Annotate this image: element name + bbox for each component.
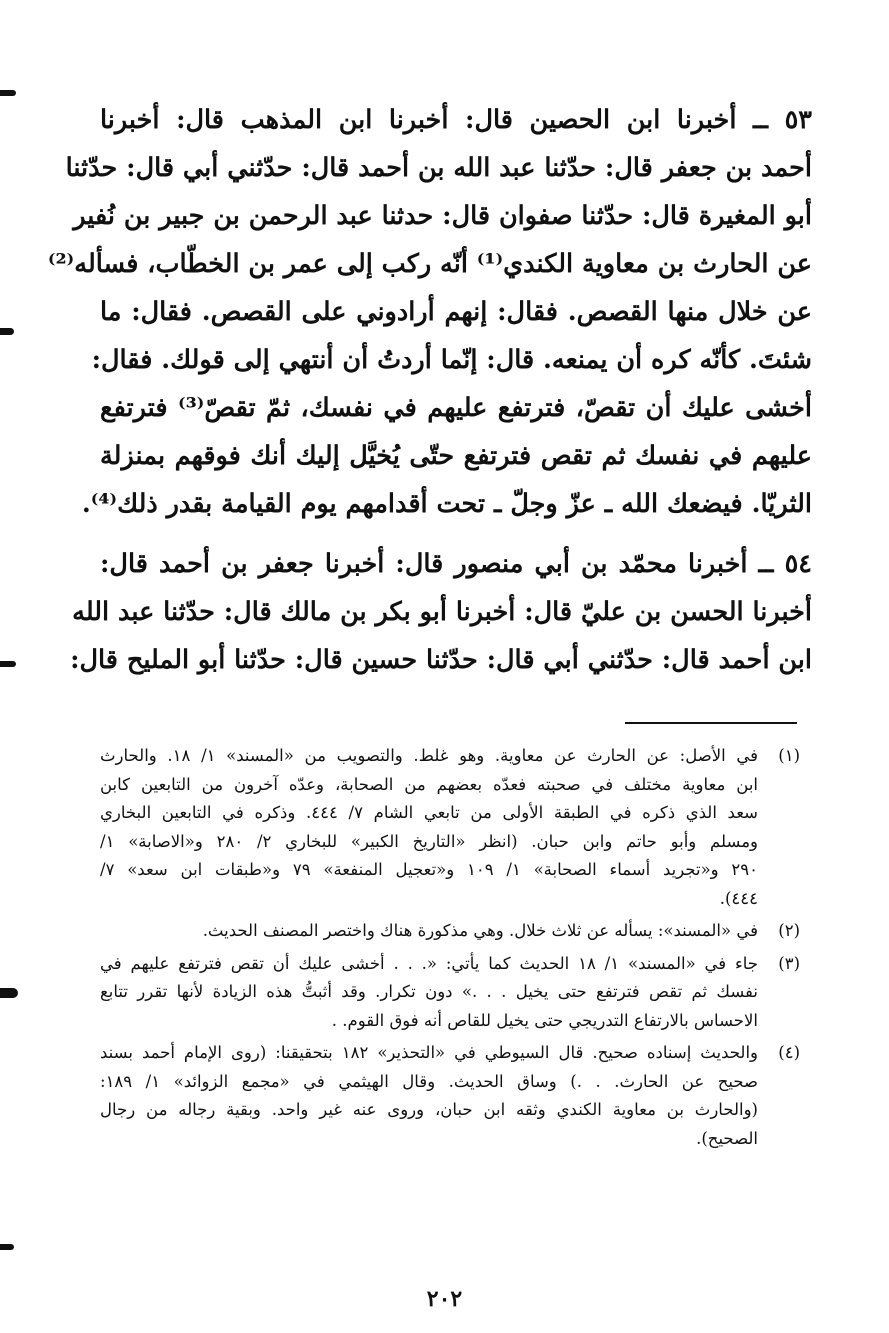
text-line: أخبرنا الحسن بن عليّ قال: أخبرنا أبو بكر بن مالك قال: حدّثنا عبد الله xyxy=(72,597,812,627)
text-line: ٥٤ ــ أخبرنا محمّد بن أبي منصور قال: أخبرنا جعفر بن أحمد قال: xyxy=(100,549,812,579)
footnote-number: (٢) xyxy=(778,921,800,940)
scan-edge-mark xyxy=(0,328,14,335)
footnote-line: الاحساس بالارتفاع التدريجي حتى يخيل للقاص أنه فوق القوم. . xyxy=(331,1010,758,1030)
footnote-separator xyxy=(625,722,797,724)
footnote-2 xyxy=(100,917,800,946)
footnote-line: في الأصل: عن الحارث عن معاوية. وهو غلط. والتصويب من «المسند» ١/ ١٨. والحارث xyxy=(100,746,758,765)
footnote-line: نفسك ثم تقص فترتفع حتى يخيل . . .» دون تكرار. وقد أثبتُّ هذه الزيادة لأنها تقرر تتابع xyxy=(100,982,758,1001)
scan-edge-mark xyxy=(0,90,16,96)
footnote-line: (والحارث بن معاوية الكندي وثقه ابن حبان، وروى عنه غير واحد. وبقية رجاله من رجال xyxy=(100,1100,758,1119)
footnote-line: سعد الذي ذكره في الطبقة الأولى من تابعي الشام ٧/ ٤٤٤. وذكره في التابعين البخاري xyxy=(100,803,759,822)
page-number: ٢٠٢ xyxy=(426,1286,463,1312)
footnote-number: (٤) xyxy=(778,1043,800,1062)
main-text xyxy=(47,96,813,684)
footnote-3 xyxy=(100,950,800,1036)
text-line: شئتَ. كأنّه كره أن يمنعه. قال: إنّما أردتُ أن أنتهي إلى قولك. فقال: xyxy=(91,345,812,375)
footnotes xyxy=(100,742,800,1157)
text-line: الثريّا. فيضعك الله ـ عزّ وجلّ ـ تحت أقدامهم يوم القيامة بقدر ذلك⁽⁴⁾. xyxy=(81,489,812,519)
footnote-line: ومسلم وأبو حاتم وابن حبان. (انظر «التاريخ الكبير» للبخاري ٢/ ٢٨٠ و«الاصابة» ١/ xyxy=(100,831,758,851)
scan-edge-mark xyxy=(0,661,16,667)
text-line: عن خلال منها القصص. فقال: إنهم أرادوني على القصص. فقال: ما xyxy=(100,297,812,327)
text-line: ٥٣ ــ أخبرنا ابن الحصين قال: أخبرنا ابن المذهب قال: أخبرنا xyxy=(100,105,812,135)
paragraph-54 xyxy=(70,540,812,684)
scan-edge-mark xyxy=(0,1244,14,1250)
text-line: أبو المغيرة قال: حدّثنا صفوان قال: حدثنا عبد الرحمن بن جبير بن نُفير xyxy=(73,201,812,231)
footnote-line: ٢٩٠ و«تجريد أسماء الصحابة» ١/ ١٠٩ و«تعجيل المنفعة» ٧٩ و«طبقات ابن سعد» ٧/ xyxy=(100,860,758,879)
footnote-line: ٤٤٤). xyxy=(719,888,758,908)
footnote-line: الصحيح). xyxy=(696,1128,758,1148)
footnote-4 xyxy=(100,1039,800,1153)
text-line: أخشى عليك أن تقصّ، فترتفع عليهم في نفسك، ثمّ تقصّ⁽³⁾ فترتفع xyxy=(100,393,813,423)
scan-edge-mark xyxy=(0,988,18,998)
footnote-line: صحيح عن الحارث. . .) وساق الحديث. وقال الهيثمي في «مجمع الزوائد» ١/ ١٨٩: xyxy=(100,1071,758,1091)
footnote-number: (٣) xyxy=(778,953,800,973)
footnote-number: (١) xyxy=(778,746,800,765)
text-line: عليهم في نفسك ثم تقص فترتفع حتّى يُخيَّل إليك أنك فوقهم بمنزلة xyxy=(100,441,812,471)
footnote-1 xyxy=(100,742,800,913)
footnote-line: جاء في «المسند» ١/ ١٨ الحديث كما يأتي: «. . . أخشى عليك أن تقص فترتفع عليهم في xyxy=(100,953,759,973)
text-line: عن الحارث بن معاوية الكندي⁽¹⁾ أنّه ركب إلى عمر بن الخطّاب، فسأله⁽²⁾ xyxy=(47,249,812,279)
text-line: ابن أحمد قال: حدّثني أبي قال: حدّثنا حسين قال: حدّثنا أبو المليح قال: xyxy=(70,645,812,675)
footnote-line: في «المسند»: يسأله عن ثلاث خلال. وهي مذكورة هناك واختصر المصنف الحديث. xyxy=(202,921,758,940)
paragraph-53 xyxy=(47,96,813,528)
text-line: أحمد بن جعفر قال: حدّثنا عبد الله بن أحمد قال: حدّثني أبي قال: حدّثنا xyxy=(65,153,812,183)
footnote-line: ابن معاوية مختلف في صحبته فعدّه بعضهم من الصحابة، وعدّه آخرون من التابعين كابن xyxy=(100,774,758,794)
footnote-line: والحديث إسناده صحيح. قال السيوطي في «التحذير» ١٨٢ بتحقيقنا: (روى الإمام أحمد بسند xyxy=(100,1043,758,1062)
